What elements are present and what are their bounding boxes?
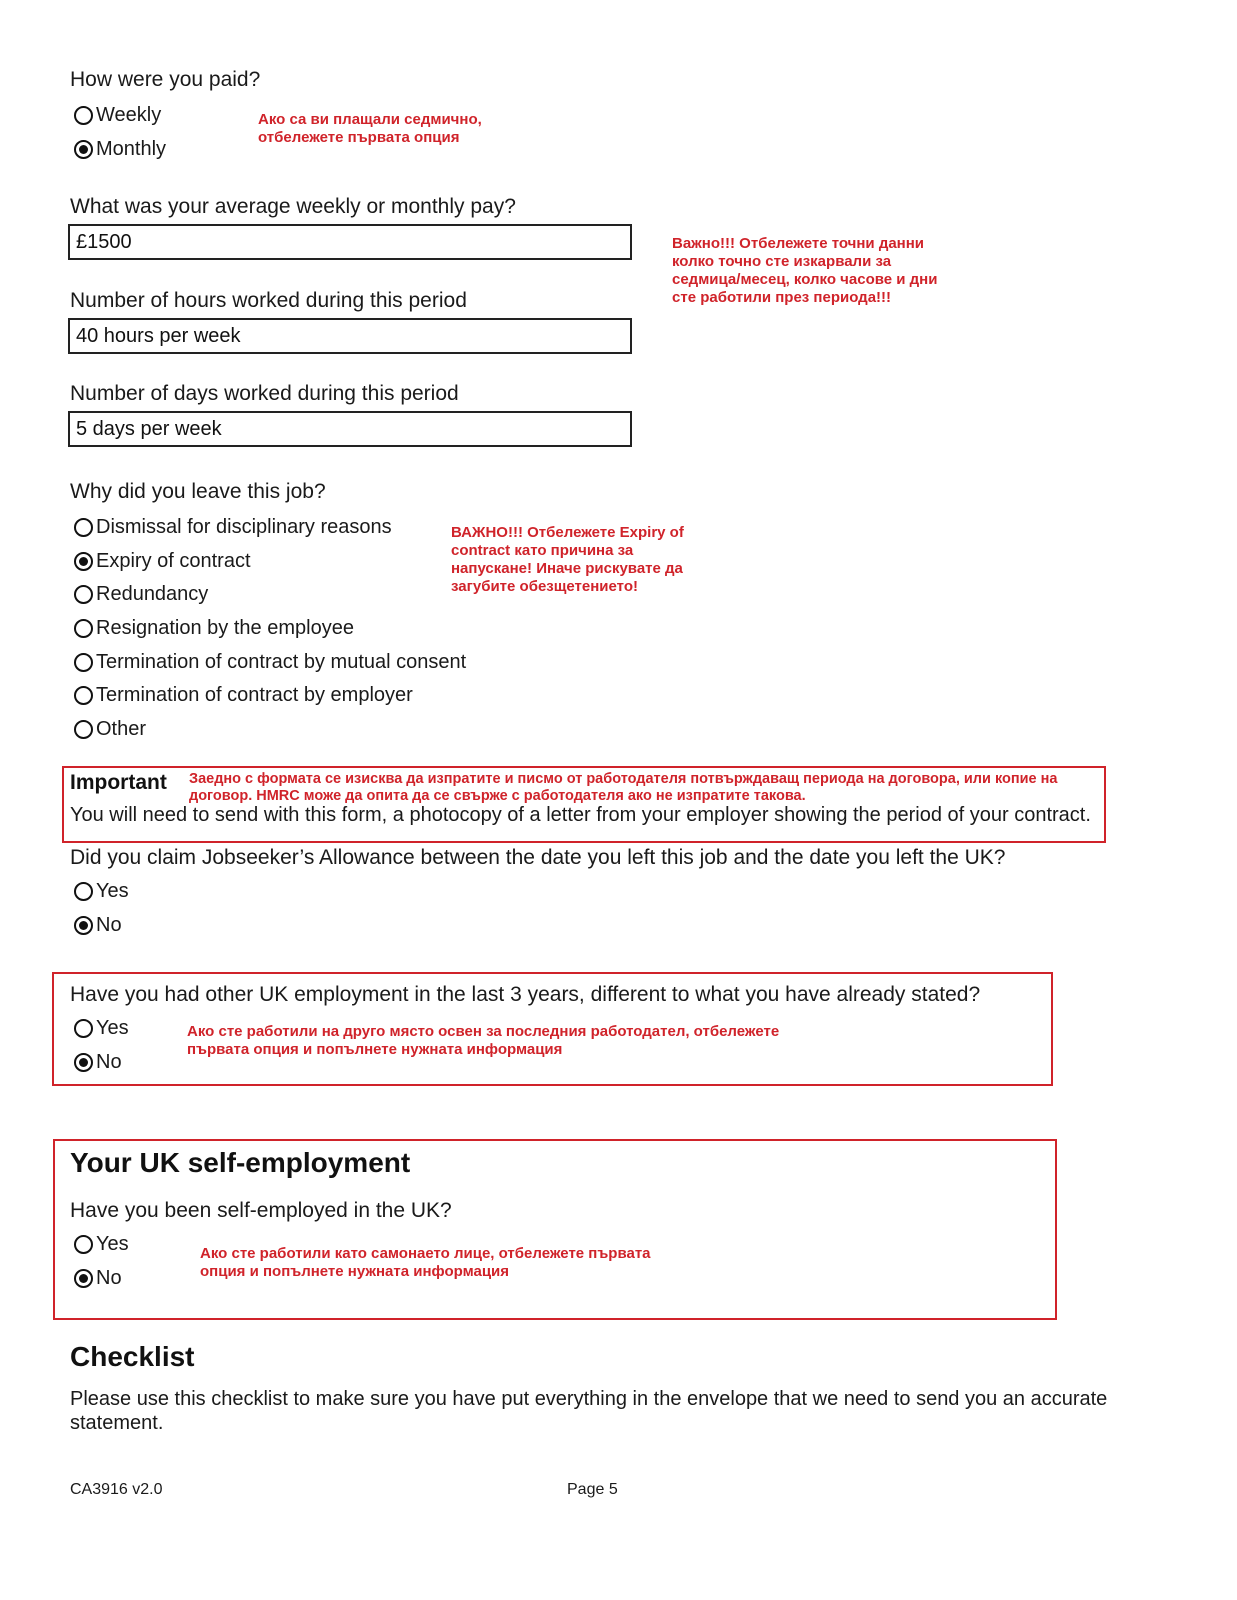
radio-checked-icon[interactable] xyxy=(74,1053,93,1072)
option-label: Yes xyxy=(96,879,129,902)
leave-reason-option[interactable] xyxy=(74,615,354,641)
radio-icon[interactable] xyxy=(74,619,93,638)
option-label: Termination of contract by mutual consent xyxy=(96,650,467,673)
important-note: Заедно с формата се изисква да изпратите и писмо от работодателя потвърждаващ периода на договора, или копие на договор. HMRC може да опита да се свърже с работодателя ако не изпратите такова. xyxy=(189,771,1058,804)
self-employment-no-option[interactable] xyxy=(74,1265,122,1291)
days-worked-field[interactable]: 5 days per week xyxy=(68,411,632,447)
option-label: Yes xyxy=(96,1016,129,1039)
self-employment-question: Have you been self-employed in the UK? xyxy=(70,1199,452,1222)
pay-monthly-option[interactable] xyxy=(74,136,166,162)
jobseeker-question: Did you claim Jobseeker’s Allowance between the date you left this job and the date you left the UK? xyxy=(70,846,1006,869)
average-pay-note: Важно!!! Отбележете точни данни колко точно сте изкарвали за седмица/месец, колко часове и дни сте работили през периода!!! xyxy=(672,235,938,306)
hours-worked-question: Number of hours worked during this period xyxy=(70,289,467,312)
leave-reason-option[interactable] xyxy=(74,514,392,540)
option-label: Resignation by the employee xyxy=(96,616,354,639)
leave-reason-note: ВАЖНО!!! Отбележете Expiry of contract като причина за напускане! Иначе рискувате да загубите обезщетението! xyxy=(451,524,684,595)
other-employment-question: Have you had other UK employment in the last 3 years, different to what you have already stated? xyxy=(70,983,981,1006)
option-label: Other xyxy=(96,717,147,740)
radio-icon[interactable] xyxy=(74,1019,93,1038)
leave-reason-question: Why did you leave this job? xyxy=(70,480,326,503)
option-label: Expiry of contract xyxy=(96,549,251,572)
option-label: Termination of contract by employer xyxy=(96,683,413,706)
other-employment-yes-option[interactable] xyxy=(74,1015,129,1041)
option-label: No xyxy=(96,1266,122,1289)
form-code: CA3916 v2.0 xyxy=(70,1481,163,1498)
average-pay-question: What was your average weekly or monthly pay? xyxy=(70,195,516,218)
option-label: Dismissal for disciplinary reasons xyxy=(96,515,392,538)
option-label: Yes xyxy=(96,1232,129,1255)
leave-reason-option[interactable] xyxy=(74,682,413,708)
radio-checked-icon[interactable] xyxy=(74,140,93,159)
jobseeker-no-option[interactable] xyxy=(74,912,122,938)
leave-reason-option[interactable] xyxy=(74,649,466,675)
self-employment-heading: Your UK self-employment xyxy=(70,1147,411,1178)
radio-icon[interactable] xyxy=(74,1235,93,1254)
option-label: No xyxy=(96,913,122,936)
important-heading: Important xyxy=(70,771,167,794)
days-worked-question: Number of days worked during this period xyxy=(70,382,459,405)
leave-reason-option[interactable] xyxy=(74,716,146,742)
self-employment-yes-option[interactable] xyxy=(74,1231,129,1257)
pay-weekly-option[interactable] xyxy=(74,102,161,128)
option-label: Monthly xyxy=(96,137,167,160)
hours-worked-field[interactable]: 40 hours per week xyxy=(68,318,632,354)
self-employment-note: Ако сте работили като самонаето лице, отбележете първата опция и попълнете нужната информация xyxy=(200,1245,651,1280)
radio-icon[interactable] xyxy=(74,518,93,537)
radio-checked-icon[interactable] xyxy=(74,1269,93,1288)
radio-checked-icon[interactable] xyxy=(74,552,93,571)
page-number: Page 5 xyxy=(567,1481,618,1498)
radio-icon[interactable] xyxy=(74,686,93,705)
other-employment-no-option[interactable] xyxy=(74,1049,122,1075)
leave-reason-option[interactable] xyxy=(74,581,208,607)
radio-icon[interactable] xyxy=(74,106,93,125)
radio-icon[interactable] xyxy=(74,720,93,739)
radio-icon[interactable] xyxy=(74,585,93,604)
option-label: No xyxy=(96,1050,122,1073)
checklist-heading: Checklist xyxy=(70,1341,195,1372)
option-label: Redundancy xyxy=(96,582,209,605)
average-pay-field[interactable]: £1500 xyxy=(68,224,632,260)
pay-method-note: Ако са ви плащали седмично, отбележете първата опция xyxy=(258,111,482,146)
other-employment-note: Ако сте работили на друго място освен за последния работодател, отбележете първата опция и попълнете нужната информация xyxy=(187,1023,780,1058)
radio-icon[interactable] xyxy=(74,653,93,672)
pay-method-question: How were you paid? xyxy=(70,68,261,91)
checklist-text: Please use this checklist to make sure you have put everything in the envelope that we need to send you an accurate statement. xyxy=(70,1388,1108,1434)
radio-icon[interactable] xyxy=(74,882,93,901)
option-label: Weekly xyxy=(96,103,162,126)
important-text: You will need to send with this form, a photocopy of a letter from your employer showing the period of your contract. xyxy=(70,804,1091,826)
leave-reason-option[interactable] xyxy=(74,548,251,574)
jobseeker-yes-option[interactable] xyxy=(74,878,129,904)
radio-checked-icon[interactable] xyxy=(74,916,93,935)
